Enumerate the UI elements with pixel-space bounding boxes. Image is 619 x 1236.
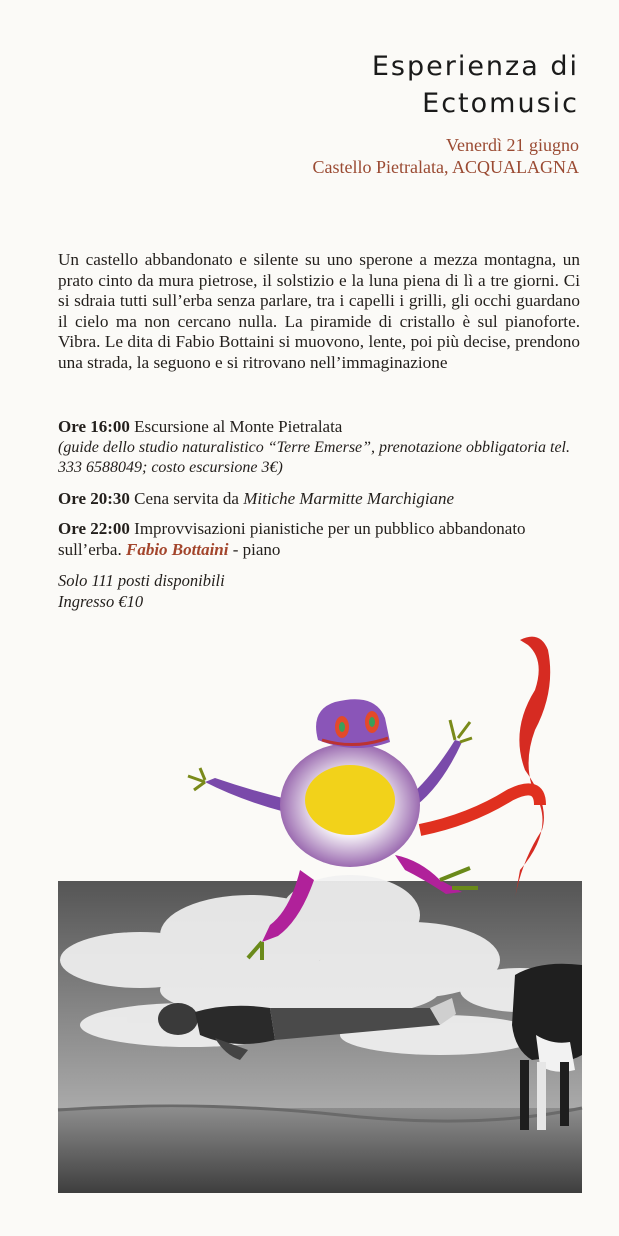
schedule-note: (guide dello studio naturalistico “Terre Emerse”, prenotazione obbligatoria tel. 333 6588049; costo escursione 3€)	[58, 438, 570, 476]
intro-paragraph: Un castello abbandonato e silente su uno sperone a mezza montagna, un prato cinto da mura pietrose, il solstizio e la luna piena di lì a tre giorni. Ci si sdraia tutti sull’erba senza parlare, tra i capelli i grilli, gli occhi guardano il cielo ma non cercano nulla. La piramide di cristallo è sul pianoforte. Vibra. Le dita di Fabio Bottaini si muovono, lente, poi più decise, prendono una strada, la seguono e si ritrovano nell’immaginazione	[58, 250, 580, 372]
artist-name: Fabio Bottaini	[125, 539, 229, 559]
schedule-item-3	[58, 519, 583, 560]
schedule-item-1	[58, 417, 583, 479]
schedule-text: Escursione al Monte Pietralata	[134, 417, 343, 436]
event-date: Venerdì 21 giugno	[446, 135, 579, 155]
event-location: Castello Pietralata, ACQUALAGNA	[312, 157, 579, 177]
red-ribbon	[515, 637, 550, 898]
artist-role: - piano	[232, 539, 281, 559]
seats-info: Solo 111 posti disponibili	[58, 571, 225, 590]
schedule	[58, 417, 583, 612]
ticket-info	[58, 570, 583, 612]
red-ribbon	[420, 789, 540, 830]
illustration	[0, 630, 619, 1231]
photo-collage	[0, 630, 619, 1231]
schedule-text: Cena servita da	[134, 488, 239, 508]
schedule-item-2	[58, 489, 583, 510]
title-line-2: Ectomusic	[422, 88, 579, 119]
event-title	[279, 48, 579, 122]
schedule-caterer: Mitiche Marmitte Marchigiane	[243, 488, 455, 508]
schedule-text: Improvvisazioni pianistiche per un pubblico abbandonato sull’erba.	[58, 519, 526, 559]
title-line-1: Esperienza di	[371, 51, 579, 82]
schedule-time: Ore 22:00	[58, 519, 130, 538]
schedule-time: Ore 16:00	[58, 417, 130, 436]
date-location	[179, 134, 579, 178]
price-info: Ingresso €10	[58, 592, 144, 611]
schedule-time: Ore 20:30	[58, 488, 130, 508]
